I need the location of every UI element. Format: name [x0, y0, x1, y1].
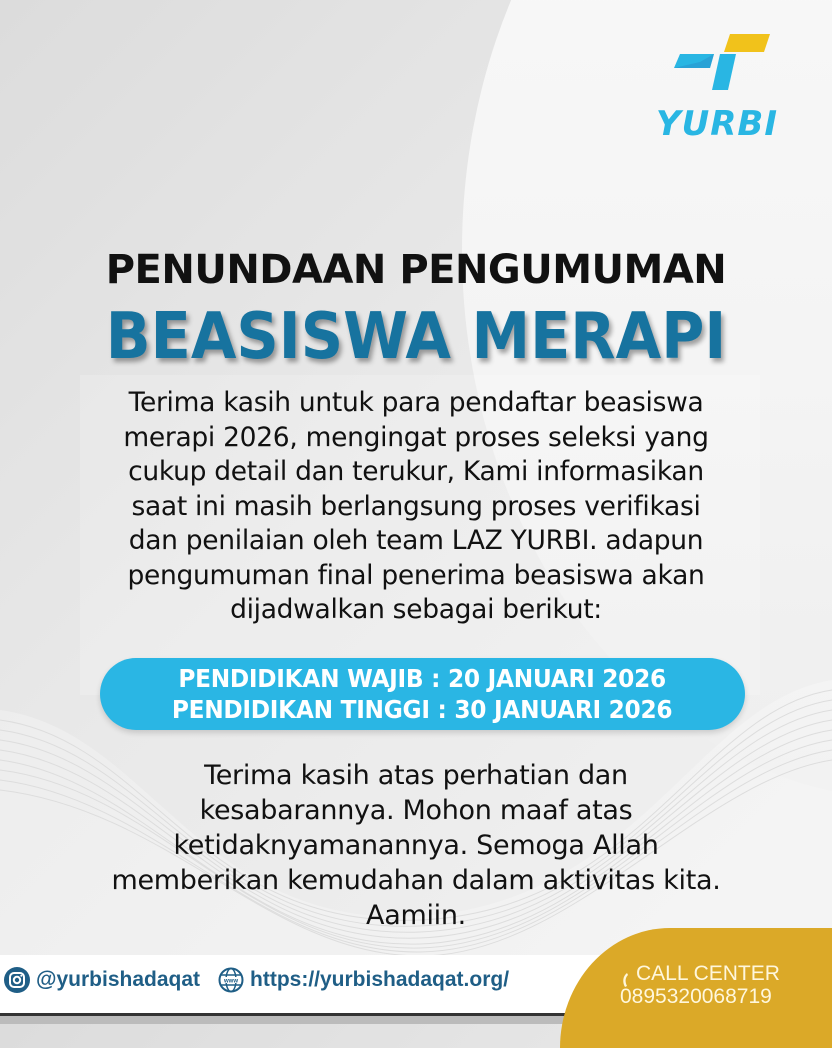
intro-line: merapi 2026, mengingat proses seleksi yang [123, 421, 709, 453]
heading-line2: BEASISWA MERAPI [105, 300, 727, 374]
svg-text:www: www [224, 978, 239, 985]
yurbi-logo-mark-icon [670, 32, 770, 92]
heading-line1: PENUNDAAN PENGUMUMAN [105, 247, 727, 293]
yurbi-logo [650, 32, 780, 142]
yurbi-logo-text: YURBI [656, 104, 778, 144]
intro-line: pengumuman final penerima beasiswa akan [127, 559, 705, 591]
intro-line: Terima kasih untuk para pendaftar beasiswa [128, 387, 704, 418]
intro-line: saat ini masih berlangsung proses verifikasi [131, 490, 701, 522]
intro-line: cukup detail dan terukur, Kami informasikan [128, 456, 704, 487]
call-center-info [620, 962, 780, 1008]
social-links [4, 967, 509, 993]
website-link[interactable]: https://yurbishadaqat.org/ [250, 968, 510, 991]
closing-line: kesabarannya. Mohon maaf atas [199, 795, 633, 826]
closing-paragraph [40, 758, 792, 933]
intro-line: dijadwalkan sebagai berikut: [230, 594, 602, 625]
closing-line: Aamiin. [366, 900, 466, 931]
schedule-tinggi: PENDIDIKAN TINGGI : 30 JANUARI 2026 [172, 695, 673, 724]
closing-line: memberikan kemudahan dalam aktivitas kita. [111, 865, 721, 896]
intro-paragraph [40, 386, 792, 628]
instagram-icon [4, 967, 30, 993]
globe-www-icon [218, 967, 244, 993]
call-center-phone[interactable]: 0895320068719 [620, 985, 772, 1008]
schedule-wajib: PENDIDIKAN WAJIB : 20 JANUARI 2026 [178, 664, 667, 693]
schedule-badge [100, 658, 745, 730]
call-center-label: CALL CENTER [636, 962, 780, 985]
intro-line: dan penilaian oleh team LAZ YURBI. adapun [128, 525, 704, 556]
closing-line: ketidaknyamanannya. Semoga Allah [173, 830, 659, 861]
instagram-handle-link[interactable]: @yurbishadaqat [36, 968, 201, 991]
closing-line: Terima kasih atas perhatian dan [204, 760, 628, 791]
